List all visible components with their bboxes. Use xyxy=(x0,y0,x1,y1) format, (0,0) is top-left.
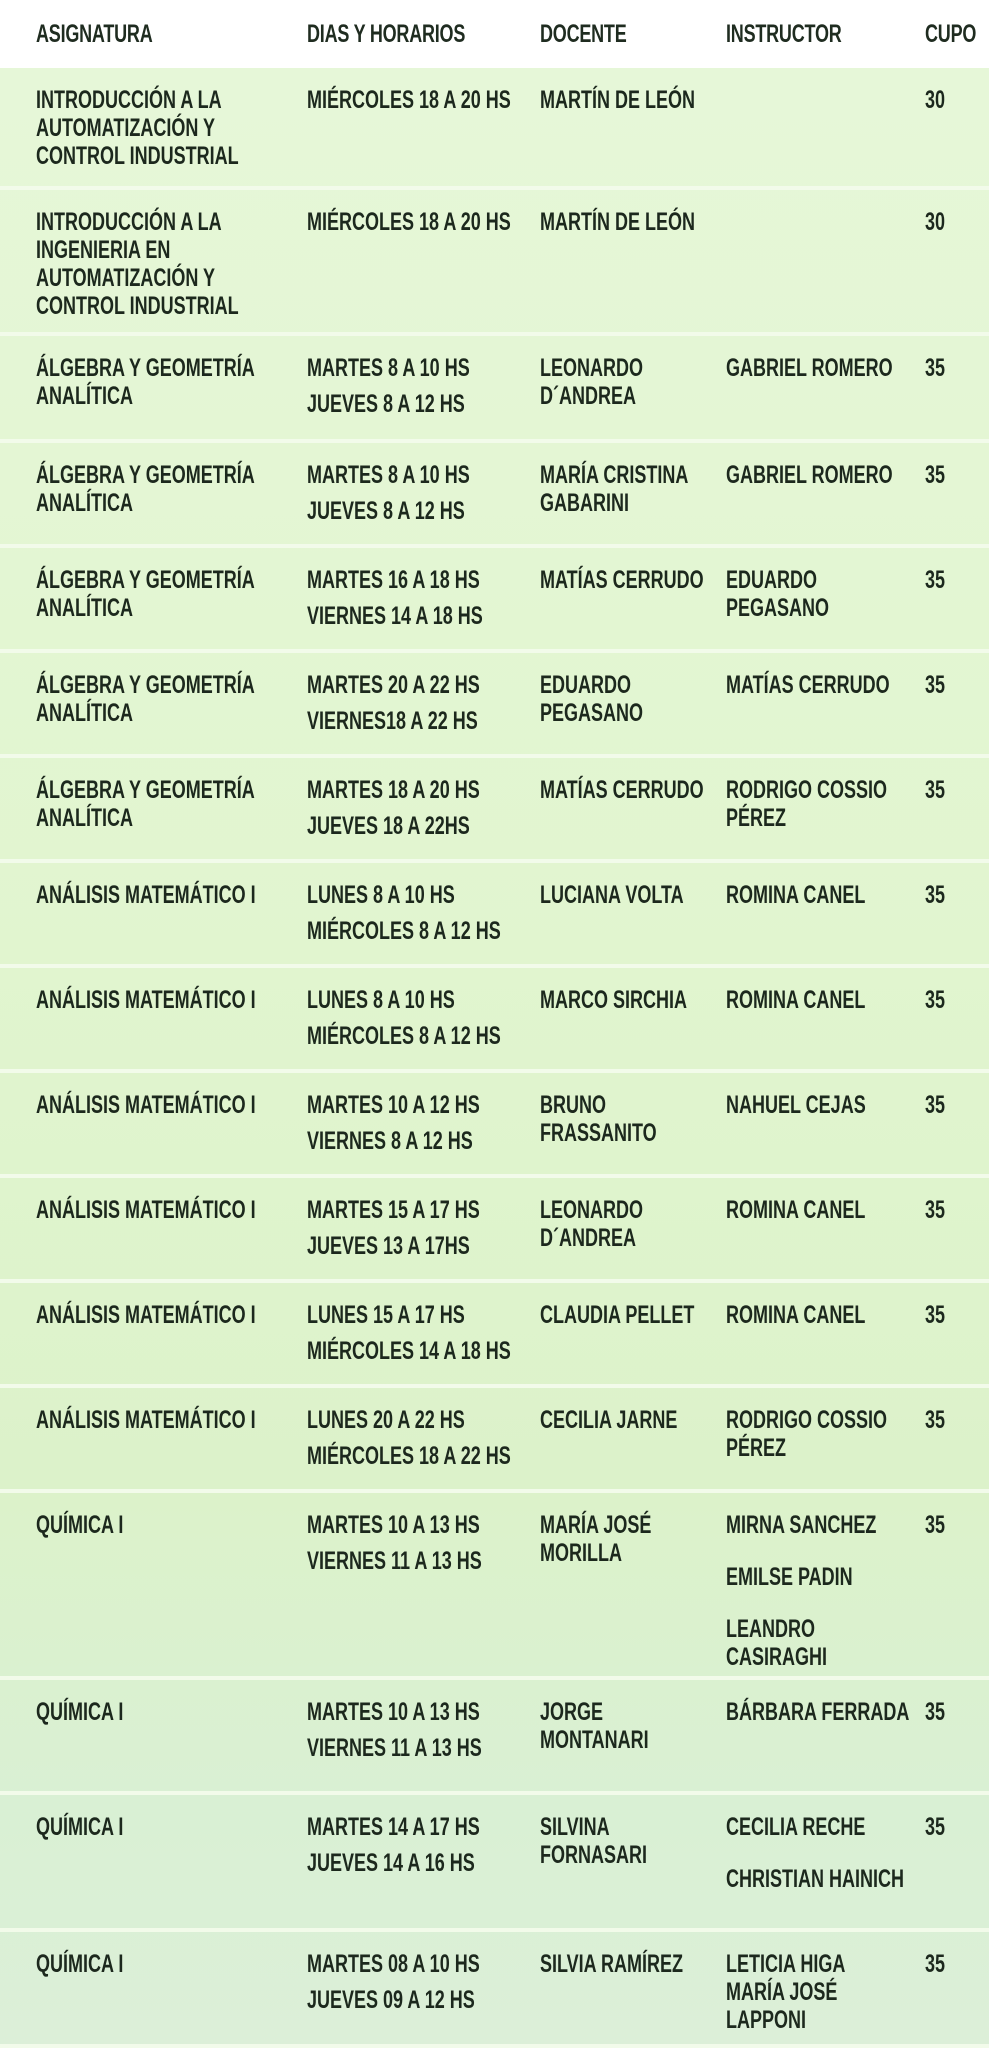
cell-asignatura-line: ANALÍTICA xyxy=(36,489,133,517)
cell-asignatura xyxy=(36,1406,295,1434)
cell-cupo-line: 35 xyxy=(925,776,946,804)
cell-asignatura-line: ANÁLISIS MATEMÁTICO I xyxy=(36,986,256,1014)
cell-dias-line: MIÉRCOLES 8 A 12 HS xyxy=(307,917,501,945)
cell-dias xyxy=(307,776,523,848)
cell-asignatura-line: ANALÍTICA xyxy=(36,699,133,727)
cell-instructor-line: PÉREZ xyxy=(726,1434,787,1462)
cell-cupo xyxy=(925,1950,968,1978)
table-row xyxy=(0,190,989,336)
cell-asignatura xyxy=(36,86,295,170)
cell-dias xyxy=(307,671,523,743)
table-header xyxy=(0,0,989,68)
cell-cupo xyxy=(925,881,968,909)
cell-docente-line: MORILLA xyxy=(540,1539,622,1567)
cell-instructor-line: MATÍAS CERRUDO xyxy=(726,671,890,699)
cell-asignatura-line: AUTOMATIZACIÓN Y xyxy=(36,114,215,142)
cell-docente xyxy=(540,354,706,410)
header-cupo: CUPO xyxy=(925,20,977,48)
cell-instructor-line: LEANDRO xyxy=(726,1615,815,1643)
cell-asignatura xyxy=(36,1950,295,1978)
cell-cupo-line: 35 xyxy=(925,881,946,909)
cell-dias-line: VIERNES 8 A 12 HS xyxy=(307,1127,473,1155)
cell-cupo xyxy=(925,1511,968,1539)
cell-docente xyxy=(540,1511,706,1567)
cell-docente-line: D´ANDREA xyxy=(540,1224,636,1252)
cell-asignatura-line: ANÁLISIS MATEMÁTICO I xyxy=(36,1406,256,1434)
cell-docente-line: MATÍAS CERRUDO xyxy=(540,566,704,594)
cell-docente xyxy=(540,1698,706,1754)
cell-instructor xyxy=(726,1196,913,1224)
cell-dias-line: LUNES 8 A 10 HS xyxy=(307,986,455,1014)
cell-docente-line: MARTÍN DE LEÓN xyxy=(540,86,696,114)
table-row xyxy=(0,548,989,653)
cell-instructor xyxy=(726,354,913,382)
cell-dias-line: MARTES 10 A 13 HS xyxy=(307,1698,480,1726)
cell-cupo-line: 35 xyxy=(925,1301,946,1329)
cell-asignatura xyxy=(36,881,295,909)
cell-cupo xyxy=(925,986,968,1014)
cell-docente-line: PEGASANO xyxy=(540,699,644,727)
cell-asignatura-line: ANÁLISIS MATEMÁTICO I xyxy=(36,1091,256,1119)
table-row xyxy=(0,336,989,443)
cell-instructor xyxy=(726,1950,913,2034)
cell-asignatura xyxy=(36,1698,295,1726)
cell-instructor xyxy=(726,986,913,1014)
header-asignatura: ASIGNATURA xyxy=(36,20,153,48)
cell-docente xyxy=(540,86,706,114)
cell-dias xyxy=(307,354,523,426)
cell-dias-line: VIERNES18 A 22 HS xyxy=(307,707,478,735)
cell-dias xyxy=(307,1091,523,1163)
cell-cupo xyxy=(925,1091,968,1119)
cell-instructor-line: ROMINA CANEL xyxy=(726,1301,866,1329)
cell-instructor-line: CHRISTIAN HAINICH xyxy=(726,1865,904,1893)
cell-asignatura-line: CONTROL INDUSTRIAL xyxy=(36,292,239,320)
cell-instructor xyxy=(726,1301,913,1329)
header-docente: DOCENTE xyxy=(540,20,627,48)
cell-instructor-line: NAHUEL CEJAS xyxy=(726,1091,866,1119)
cell-asignatura xyxy=(36,1813,295,1841)
cell-instructor-line: ROMINA CANEL xyxy=(726,881,866,909)
cell-instructor xyxy=(726,1406,913,1462)
cell-docente xyxy=(540,1950,706,1978)
cell-cupo-line: 35 xyxy=(925,1091,946,1119)
cell-instructor-line: LAPPONI xyxy=(726,2006,807,2034)
cell-cupo xyxy=(925,86,968,114)
cell-asignatura-line: ÁLGEBRA Y GEOMETRÍA xyxy=(36,354,255,382)
cell-docente-line: GABARINI xyxy=(540,489,629,517)
cell-dias xyxy=(307,1813,523,1885)
cell-asignatura-line: ANALÍTICA xyxy=(36,382,133,410)
cell-instructor xyxy=(726,1091,913,1119)
cell-dias-line: MARTES 8 A 10 HS xyxy=(307,354,470,382)
cell-instructor-line: PÉREZ xyxy=(726,804,787,832)
cell-instructor-line: GABRIEL ROMERO xyxy=(726,461,893,489)
cell-asignatura-line: ÁLGEBRA Y GEOMETRÍA xyxy=(36,566,255,594)
cell-docente-line: MARÍA JOSÉ xyxy=(540,1511,652,1539)
cell-asignatura xyxy=(36,354,295,410)
cell-docente xyxy=(540,671,706,727)
cell-cupo-line: 35 xyxy=(925,671,946,699)
table-row xyxy=(0,1283,989,1388)
cell-dias-line: MARTES 16 A 18 HS xyxy=(307,566,480,594)
cell-instructor xyxy=(726,566,913,622)
cell-asignatura xyxy=(36,1301,295,1329)
cell-instructor-line: ROMINA CANEL xyxy=(726,986,866,1014)
cell-dias-line: JUEVES 09 A 12 HS xyxy=(307,1986,475,2014)
cell-cupo xyxy=(925,566,968,594)
cell-dias xyxy=(307,566,523,638)
cell-cupo-line: 35 xyxy=(925,1196,946,1224)
cell-asignatura-line: QUÍMICA I xyxy=(36,1698,124,1726)
cell-asignatura xyxy=(36,1091,295,1119)
cell-asignatura-line: INTRODUCCIÓN A LA xyxy=(36,208,222,236)
cell-instructor-line: LETICIA HIGA xyxy=(726,1950,846,1978)
cell-asignatura-line: QUÍMICA I xyxy=(36,1813,124,1841)
table-row xyxy=(0,68,989,190)
table-row xyxy=(0,758,989,863)
cell-instructor-line: EDUARDO xyxy=(726,566,818,594)
cell-docente-line: SILVIA RAMÍREZ xyxy=(540,1950,683,1978)
cell-dias-line: JUEVES 13 A 17HS xyxy=(307,1232,470,1260)
cell-docente-line: MARCO SIRCHIA xyxy=(540,986,688,1014)
cell-dias-line: MARTES 20 A 22 HS xyxy=(307,671,480,699)
cell-cupo xyxy=(925,1813,968,1841)
cell-cupo xyxy=(925,1301,968,1329)
cell-cupo-line: 35 xyxy=(925,1698,946,1726)
cell-asignatura-line: ANÁLISIS MATEMÁTICO I xyxy=(36,1301,256,1329)
cell-cupo-line: 30 xyxy=(925,86,946,114)
cell-asignatura xyxy=(36,1511,295,1539)
cell-instructor xyxy=(726,461,913,489)
cell-cupo xyxy=(925,1698,968,1726)
cell-dias xyxy=(307,1406,523,1478)
cell-docente xyxy=(540,1091,706,1147)
table-row xyxy=(0,1073,989,1178)
table-row xyxy=(0,653,989,758)
cell-docente-line: MARÍA CRISTINA xyxy=(540,461,689,489)
cell-dias-line: LUNES 15 A 17 HS xyxy=(307,1301,465,1329)
cell-cupo-line: 35 xyxy=(925,1950,946,1978)
cell-asignatura-line: AUTOMATIZACIÓN Y xyxy=(36,264,215,292)
cell-asignatura-line: CONTROL INDUSTRIAL xyxy=(36,142,239,170)
cell-cupo xyxy=(925,461,968,489)
cell-asignatura xyxy=(36,671,295,727)
table-row xyxy=(0,1680,989,1795)
cell-asignatura xyxy=(36,208,295,320)
cell-asignatura-line: INGENIERIA EN xyxy=(36,236,171,264)
cell-docente xyxy=(540,776,706,804)
cell-dias-line: JUEVES 18 A 22HS xyxy=(307,812,470,840)
cell-cupo-line: 35 xyxy=(925,354,946,382)
cell-asignatura-line: INTRODUCCIÓN A LA xyxy=(36,86,222,114)
cell-instructor xyxy=(726,1698,913,1726)
table-row xyxy=(0,1178,989,1283)
cell-dias xyxy=(307,86,523,122)
table-row xyxy=(0,968,989,1073)
cell-dias-line: MARTES 18 A 20 HS xyxy=(307,776,480,804)
table-row xyxy=(0,1932,989,2048)
cell-dias-line: JUEVES 8 A 12 HS xyxy=(307,497,465,525)
cell-dias xyxy=(307,1301,523,1373)
cell-dias xyxy=(307,1950,523,2022)
cell-cupo-line: 35 xyxy=(925,1511,946,1539)
cell-docente-line: FRASSANITO xyxy=(540,1119,657,1147)
cell-instructor xyxy=(726,776,913,832)
cell-instructor-line: ROMINA CANEL xyxy=(726,1196,866,1224)
cell-asignatura-line: QUÍMICA I xyxy=(36,1950,124,1978)
cell-docente xyxy=(540,1813,706,1869)
cell-docente-line: EDUARDO xyxy=(540,671,632,699)
table-row xyxy=(0,443,989,548)
cell-instructor-line: RODRIGO COSSIO xyxy=(726,776,888,804)
cell-dias-line: JUEVES 14 A 16 HS xyxy=(307,1849,475,1877)
cell-dias-line: MARTES 10 A 13 HS xyxy=(307,1511,480,1539)
cell-docente-line: MARTÍN DE LEÓN xyxy=(540,208,696,236)
header-dias: DIAS Y HORARIOS xyxy=(307,20,466,48)
cell-instructor-line: RODRIGO COSSIO xyxy=(726,1406,888,1434)
table-body xyxy=(0,68,989,2048)
cell-dias-line: MARTES 10 A 12 HS xyxy=(307,1091,480,1119)
cell-docente xyxy=(540,986,706,1014)
cell-dias xyxy=(307,1698,523,1770)
table-row xyxy=(0,863,989,968)
cell-asignatura xyxy=(36,1196,295,1224)
cell-instructor-line: PEGASANO xyxy=(726,594,830,622)
cell-asignatura-line: ANALÍTICA xyxy=(36,594,133,622)
cell-asignatura-line: ÁLGEBRA Y GEOMETRÍA xyxy=(36,671,255,699)
cell-dias-line: LUNES 20 A 22 HS xyxy=(307,1406,465,1434)
cell-docente xyxy=(540,1196,706,1252)
cell-dias xyxy=(307,881,523,953)
cell-instructor-line: MARÍA JOSÉ xyxy=(726,1978,838,2006)
cell-docente xyxy=(540,1301,706,1329)
cell-dias xyxy=(307,986,523,1058)
cell-asignatura xyxy=(36,776,295,832)
cell-asignatura-line: ANÁLISIS MATEMÁTICO I xyxy=(36,1196,256,1224)
cell-dias-line: MARTES 8 A 10 HS xyxy=(307,461,470,489)
cell-cupo xyxy=(925,354,968,382)
cell-cupo-line: 35 xyxy=(925,1406,946,1434)
cell-cupo-line: 30 xyxy=(925,208,946,236)
cell-asignatura-line: QUÍMICA I xyxy=(36,1511,124,1539)
cell-instructor-line: MIRNA SANCHEZ xyxy=(726,1511,877,1539)
cell-cupo-line: 35 xyxy=(925,986,946,1014)
cell-cupo xyxy=(925,671,968,699)
cell-dias-line: MIÉRCOLES 14 A 18 HS xyxy=(307,1337,511,1365)
cell-docente xyxy=(540,1406,706,1434)
cell-docente-line: SILVINA xyxy=(540,1813,610,1841)
cell-asignatura-line: ANÁLISIS MATEMÁTICO I xyxy=(36,881,256,909)
cell-cupo-line: 35 xyxy=(925,1813,946,1841)
cell-dias-line: VIERNES 11 A 13 HS xyxy=(307,1547,482,1575)
cell-docente xyxy=(540,881,706,909)
cell-instructor-line: BÁRBARA FERRADA xyxy=(726,1698,910,1726)
cell-asignatura xyxy=(36,461,295,517)
cell-asignatura xyxy=(36,986,295,1014)
table-row xyxy=(0,1795,989,1932)
cell-cupo xyxy=(925,1196,968,1224)
cell-dias-line: MARTES 08 A 10 HS xyxy=(307,1950,480,1978)
cell-docente-line: FORNASARI xyxy=(540,1841,647,1869)
cell-docente-line: CECILIA JARNE xyxy=(540,1406,678,1434)
cell-dias-line: MARTES 15 A 17 HS xyxy=(307,1196,480,1224)
cell-cupo xyxy=(925,1406,968,1434)
cell-dias-line: MIÉRCOLES 8 A 12 HS xyxy=(307,1022,501,1050)
cell-dias xyxy=(307,1196,523,1268)
table-row xyxy=(0,1388,989,1493)
cell-instructor xyxy=(726,1813,913,1893)
cell-asignatura-line: ANALÍTICA xyxy=(36,804,133,832)
cell-instructor-line: CASIRAGHI xyxy=(726,1643,828,1671)
cell-dias-line: MIÉRCOLES 18 A 20 HS xyxy=(307,208,511,236)
cell-dias-line: LUNES 8 A 10 HS xyxy=(307,881,455,909)
cell-cupo xyxy=(925,208,968,236)
cell-cupo-line: 35 xyxy=(925,566,946,594)
cell-dias-line: VIERNES 11 A 13 HS xyxy=(307,1734,482,1762)
cell-instructor xyxy=(726,1511,913,1671)
cell-dias-line: VIERNES 14 A 18 HS xyxy=(307,602,483,630)
cell-instructor-line: EMILSE PADIN xyxy=(726,1563,853,1591)
cell-cupo-line: 35 xyxy=(925,461,946,489)
cell-docente-line: CLAUDIA PELLET xyxy=(540,1301,695,1329)
cell-instructor xyxy=(726,671,913,699)
cell-asignatura-line: ÁLGEBRA Y GEOMETRÍA xyxy=(36,461,255,489)
cell-instructor-line: GABRIEL ROMERO xyxy=(726,354,893,382)
cell-docente-line: JORGE xyxy=(540,1698,604,1726)
cell-dias-line: MIÉRCOLES 18 A 20 HS xyxy=(307,86,511,114)
cell-dias xyxy=(307,461,523,533)
cell-docente xyxy=(540,461,706,517)
cell-docente-line: LEONARDO xyxy=(540,354,644,382)
cell-docente-line: LUCIANA VOLTA xyxy=(540,881,684,909)
cell-asignatura xyxy=(36,566,295,622)
cell-asignatura-line: ÁLGEBRA Y GEOMETRÍA xyxy=(36,776,255,804)
cell-docente-line: MATÍAS CERRUDO xyxy=(540,776,704,804)
cell-docente-line: D´ANDREA xyxy=(540,382,636,410)
table-row xyxy=(0,1493,989,1680)
cell-instructor-line: CECILIA RECHE xyxy=(726,1813,866,1841)
cell-docente xyxy=(540,208,706,236)
cell-dias xyxy=(307,208,523,244)
cell-docente xyxy=(540,566,706,594)
cell-cupo xyxy=(925,776,968,804)
cell-dias-line: JUEVES 8 A 12 HS xyxy=(307,390,465,418)
cell-dias-line: MIÉRCOLES 18 A 22 HS xyxy=(307,1442,511,1470)
cell-docente-line: LEONARDO xyxy=(540,1196,644,1224)
cell-dias xyxy=(307,1511,523,1583)
header-instructor: INSTRUCTOR xyxy=(726,20,842,48)
cell-dias-line: MARTES 14 A 17 HS xyxy=(307,1813,480,1841)
cell-docente-line: BRUNO xyxy=(540,1091,607,1119)
cell-instructor xyxy=(726,881,913,909)
cell-docente-line: MONTANARI xyxy=(540,1726,649,1754)
